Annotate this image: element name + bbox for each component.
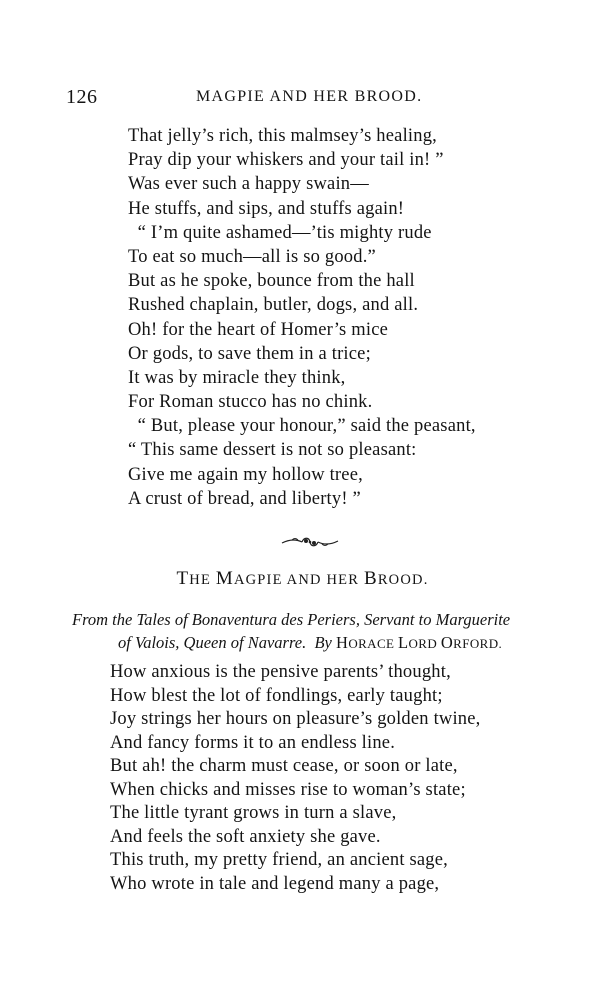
poem-line: To eat so much—all is so good.” xyxy=(128,246,376,267)
poem-line: Joy strings her hours on pleasure’s golden twine, xyxy=(110,709,481,729)
title-smallcaps: HE xyxy=(189,572,216,588)
poem-line: Oh! for the heart of Homer’s mice xyxy=(128,319,389,340)
poem-line: How anxious is the pensive parents’ thought, xyxy=(110,662,451,682)
poem-line: Pray dip your whiskers and your tail in! ” xyxy=(128,150,444,171)
poem-line: And feels the soft anxiety she gave. xyxy=(110,826,381,847)
poem-line: “ But, please your honour,” said the peasant, xyxy=(128,416,476,437)
poem-line: He stuffs, and sips, and stuffs again! xyxy=(128,198,405,219)
author-smallcaps: ORACE xyxy=(348,636,399,651)
title-smallcaps: ROOD. xyxy=(377,572,429,588)
poem-new xyxy=(110,661,481,896)
attribution-line-2 xyxy=(72,631,592,655)
attribution-by: By xyxy=(314,633,332,652)
poem-line: And fancy forms it to an endless line. xyxy=(110,732,396,753)
poem-line: A crust of bread, and liberty! ” xyxy=(128,488,361,509)
poem-line: Rushed chaplain, butler, dogs, and all. xyxy=(128,295,419,316)
poem-line: “ I’m quite ashamed—’tis mighty rude xyxy=(128,222,432,243)
title-smallcaps: AGPIE AND HER xyxy=(233,572,364,588)
poem-line: But as he spoke, bounce from the hall xyxy=(128,271,415,292)
attribution-source: of Valois, Queen of Navarre. xyxy=(118,633,307,652)
poem-line: Give me again my hollow tree, xyxy=(128,464,363,485)
poem-line: This truth, my pretty friend, an ancient sage, xyxy=(110,850,448,870)
page-header xyxy=(66,86,545,112)
author-cap: O xyxy=(440,633,454,652)
poem-line: “ This same dessert is not so pleasant: xyxy=(128,440,417,461)
title-cap: M xyxy=(215,568,234,589)
section-title xyxy=(0,568,605,590)
author-smallcaps: RFORD. xyxy=(453,636,503,651)
poem-line: When chicks and misses rise to woman’s state; xyxy=(110,779,466,800)
poem-line: For Roman stucco has no chink. xyxy=(128,392,373,413)
author-cap: L xyxy=(398,633,409,652)
poem-line: Or gods, to save them in a trice; xyxy=(128,343,371,364)
title-cap: B xyxy=(363,568,378,589)
attribution-line-1: From the Tales of Bonaventura des Periers, Servant to Marguerite xyxy=(72,610,511,629)
poem-line: That jelly’s rich, this malmsey’s healing, xyxy=(128,126,437,146)
poem-line: It was by miracle they think, xyxy=(128,367,346,388)
poem-line: How blest the lot of fondlings, early taught; xyxy=(110,685,443,706)
poem-line: Who wrote in tale and legend many a page, xyxy=(110,873,440,894)
running-head: MAGPIE AND HER BROOD. xyxy=(196,88,423,105)
page-number: 126 xyxy=(66,86,98,108)
author-cap: H xyxy=(335,633,349,652)
poem-continued xyxy=(128,124,476,511)
poem-line: The little tyrant grows in turn a slave, xyxy=(110,803,397,823)
attribution xyxy=(72,608,592,655)
title-cap: T xyxy=(176,568,190,589)
poem-line: Was ever such a happy swain— xyxy=(128,174,369,195)
poem-line: But ah! the charm must cease, or soon or late, xyxy=(110,756,458,776)
author-name xyxy=(336,633,502,652)
fleuron-divider-icon xyxy=(280,533,340,551)
author-smallcaps: ORD xyxy=(408,636,441,651)
